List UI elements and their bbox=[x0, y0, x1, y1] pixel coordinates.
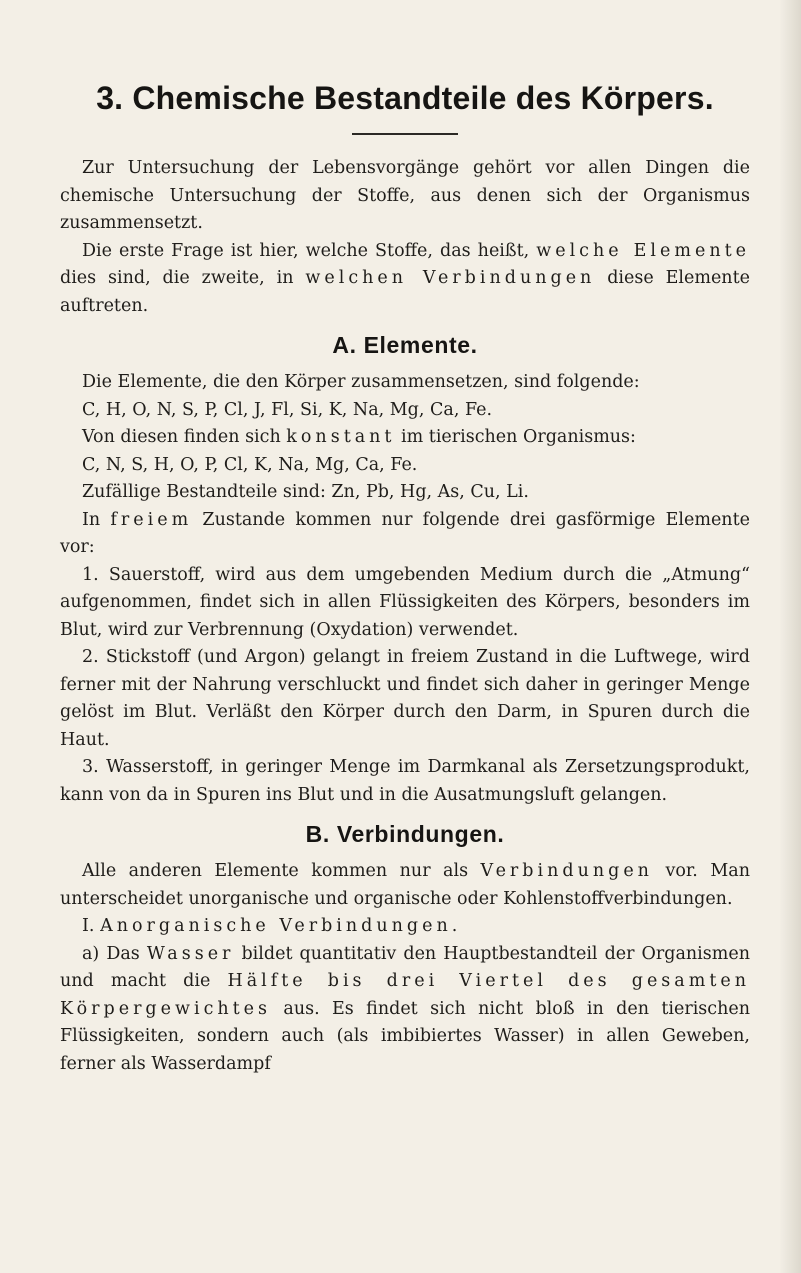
spaced-anorganische-verbindungen: Anorganische Verbindungen. bbox=[100, 916, 462, 936]
water-paragraph bbox=[60, 941, 750, 1079]
spaced-welchen-verbindungen: welchen Verbindungen bbox=[305, 268, 596, 288]
page-edge-shadow bbox=[779, 0, 801, 1273]
free-text-a: In bbox=[82, 509, 101, 530]
subheading-inorganic bbox=[60, 913, 750, 941]
constant-elements-list: C, N, S, H, O, P, Cl, K, Na, Mg, Ca, Fe. bbox=[82, 454, 418, 475]
intro-text-e: diese Elemente auftreten. bbox=[60, 268, 750, 316]
subheading-number: I. bbox=[82, 916, 95, 936]
intro-paragraph-2 bbox=[60, 238, 750, 321]
spaced-wasser: Wasser bbox=[146, 943, 235, 964]
spaced-verbindungen: Verbindungen bbox=[480, 861, 653, 881]
page-title: 3. Chemische Bestandteile des Körpers. bbox=[96, 80, 714, 116]
constant-text-c: im tierischen Organismus: bbox=[401, 427, 636, 447]
compounds-text-c: vor. Man unterscheidet unorganische und organische oder Kohlenstoffverbindungen. bbox=[60, 861, 750, 909]
incidental-elements: Zufällige Bestandteile sind: Zn, Pb, Hg, As, Cu, Li. bbox=[82, 482, 529, 502]
item-nitrogen: 2. Stickstoff (und Argon) gelangt in freiem Zustand in die Luftwege, wird ferner mit der Nahrung verschluckt und findet sich daher in geringer Menge gelöst im Blut. Verläßt den Körper durch den Darm, in Spuren durch die Haut. bbox=[60, 647, 750, 750]
constant-elements-intro bbox=[60, 424, 750, 452]
item-oxygen: 1. Sauerstoff, wird aus dem umgebenden Medium durch die „Atmung“ aufgenommen, findet sich in allen Flüssigkeiten des Körpers, besonders im Blut, wird zur Verbrennung (Oxydation) verwendet. bbox=[60, 564, 750, 640]
free-state-intro bbox=[60, 507, 750, 562]
free-text-c: Zustande kommen nur folgende drei gasförmige Elemente vor: bbox=[60, 509, 750, 557]
compounds-text-a: Alle anderen Elemente kommen nur als bbox=[82, 861, 469, 881]
spaced-welche-elemente: welche Elemente bbox=[536, 240, 750, 261]
compounds-intro bbox=[60, 858, 750, 913]
water-text-e: aus. Es findet sich nicht bloß in den tierischen Flüssigkeiten, sondern auch (als imbibiertes Wasser) in allen Geweben, ferner als Wasserdampf bbox=[60, 998, 750, 1074]
elements-list: C, H, O, N, S, P, Cl, J, Fl, Si, K, Na, Mg, Ca, Fe. bbox=[82, 399, 493, 420]
intro-text-a: Die erste Frage ist hier, welche Stoffe, das heißt, bbox=[82, 240, 530, 261]
spaced-haelfte-bis-drei-viertel: Hälfte bis drei Viertel des gesamten Körpergewichtes bbox=[60, 971, 750, 1019]
document-page bbox=[60, 80, 750, 1078]
intro-paragraph-1: Zur Untersuchung der Lebensvorgänge gehört vor allen Dingen die chemische Untersuchung der Stoffe, aus denen sich der Organismus zusammensetzt. bbox=[60, 158, 750, 233]
spaced-konstant: konstant bbox=[286, 427, 396, 447]
elements-intro: Die Elemente, die den Körper zusammensetzen, sind folgende: bbox=[82, 372, 640, 392]
item-hydrogen: 3. Wasserstoff, in geringer Menge im Darmkanal als Zersetzungsprodukt, kann von da in Spuren ins Blut und in die Ausatmungsluft gelangen. bbox=[60, 757, 750, 805]
section-a-heading: A. Elemente. bbox=[332, 332, 478, 358]
spaced-freiem: freiem bbox=[110, 509, 193, 530]
intro-text-c: dies sind, die zweite, in bbox=[60, 268, 294, 288]
title-rule bbox=[352, 133, 458, 135]
water-text-c: bildet quantitativ den Hauptbestandteil der Organismen und macht die bbox=[60, 943, 750, 991]
section-b-heading: B. Verbindungen. bbox=[305, 821, 505, 847]
water-text-a: a) Das bbox=[82, 943, 140, 964]
constant-text-a: Von diesen finden sich bbox=[82, 427, 281, 447]
